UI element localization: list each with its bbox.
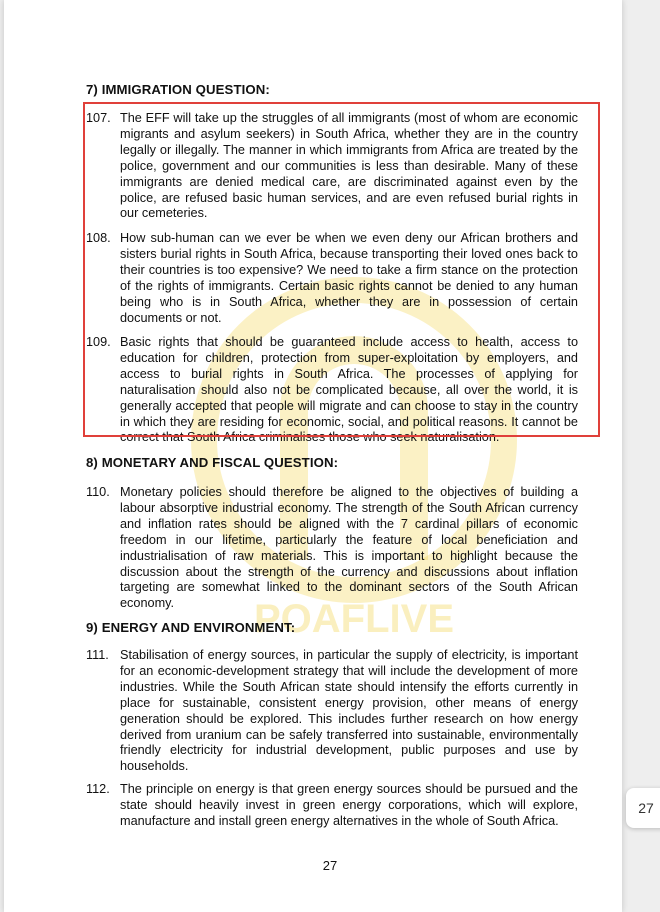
paragraph-111 — [86, 648, 578, 775]
paragraph-112 — [86, 782, 578, 830]
watermark-text: POAFLIVE — [253, 597, 455, 641]
section-heading-immigration: 7) IMMIGRATION QUESTION: — [86, 82, 270, 97]
section-heading-energy: 9) ENERGY AND ENVIRONMENT: — [86, 620, 296, 635]
paragraph-text: Monetary policies should therefore be aligned to the objectives of building a labour absorptive industrial economy. The strength of the South African currency and inflation rates should be aligned with the 7 cardinal pillars of economic freedom in our lifetime, particularly the feature of local beneficiation and industrialisation of raw materials. This is important to highlight because the discussion about the strength of the currency and discussions about inflation targeting are somewhat linked to the dominant sectors of the South African economy. — [120, 485, 578, 611]
paragraph-text: The principle on energy is that green energy sources should be pursued and the state should heavily invest in green energy corporations, which will explore, manufacture and install green energy alternatives in the whole of South Africa. — [120, 782, 578, 828]
paragraph-text: Stabilisation of energy sources, in particular the supply of electricity, is important for an economic-development strategy that will include the development of more industries. While the South African state should intensify the efforts currently in place for sustainable, consistent energy provision, other means of energy generation should be explored. This includes further research on how energy derived from uranium can be safely transferred into sustainable, environmentally friendly electricity for industrial development, public purposes and use by households. — [120, 648, 578, 774]
page-indicator-tab[interactable]: 27 — [626, 788, 660, 828]
paragraph-number: 110. — [86, 485, 110, 499]
paragraph-number: 112. — [86, 782, 110, 796]
section-heading-monetary: 8) MONETARY AND FISCAL QUESTION: — [86, 455, 339, 470]
paragraph-text: The EFF will take up the struggles of all immigrants (most of whom are economic migrants and asylum seekers) in South Africa, whether they are in the country legally or illegally. The manner in which immigrants from Africa are treated by the police, government and our communities is less than desirable. Many of these immigrants are denied medical care, are discriminated against even by the police, are refused basic human services, and are even refused burial rights in our cemeteries. — [120, 111, 578, 221]
page-number: 27 — [322, 858, 338, 873]
paragraph-number: 111. — [86, 648, 109, 662]
red-highlight-box — [83, 102, 600, 437]
paragraph-text: How sub-human can we ever be when we even deny our African brothers and sisters burial rights in South Africa, because transporting their loved ones back to their countries is too expensive? We need to take a firm stance on the protection of the rights of immigrants. Certain basic rights cannot be denied to any human being who is in South Africa, whether they are in possession of certain documents or not. — [120, 231, 578, 325]
paragraph-110 — [86, 485, 578, 612]
document-page — [4, 0, 622, 912]
paragraph-text: Basic rights that should be guaranteed include access to health, access to education for children, protection from super-exploitation by employers, and access to burial rights in South Africa. The processes of applying for naturalisation should also not be complicated because, all over the world, it is generally accepted that people will migrate and can choose to stay in the country in which they are residing for economic, social, and political reasons. It cannot be correct that South Africa criminalises those who seek naturalisation. — [120, 335, 578, 445]
paragraph-number: 109. — [86, 335, 111, 349]
paragraph-number: 108. — [86, 231, 111, 245]
paragraph-number: 107. — [86, 111, 111, 125]
